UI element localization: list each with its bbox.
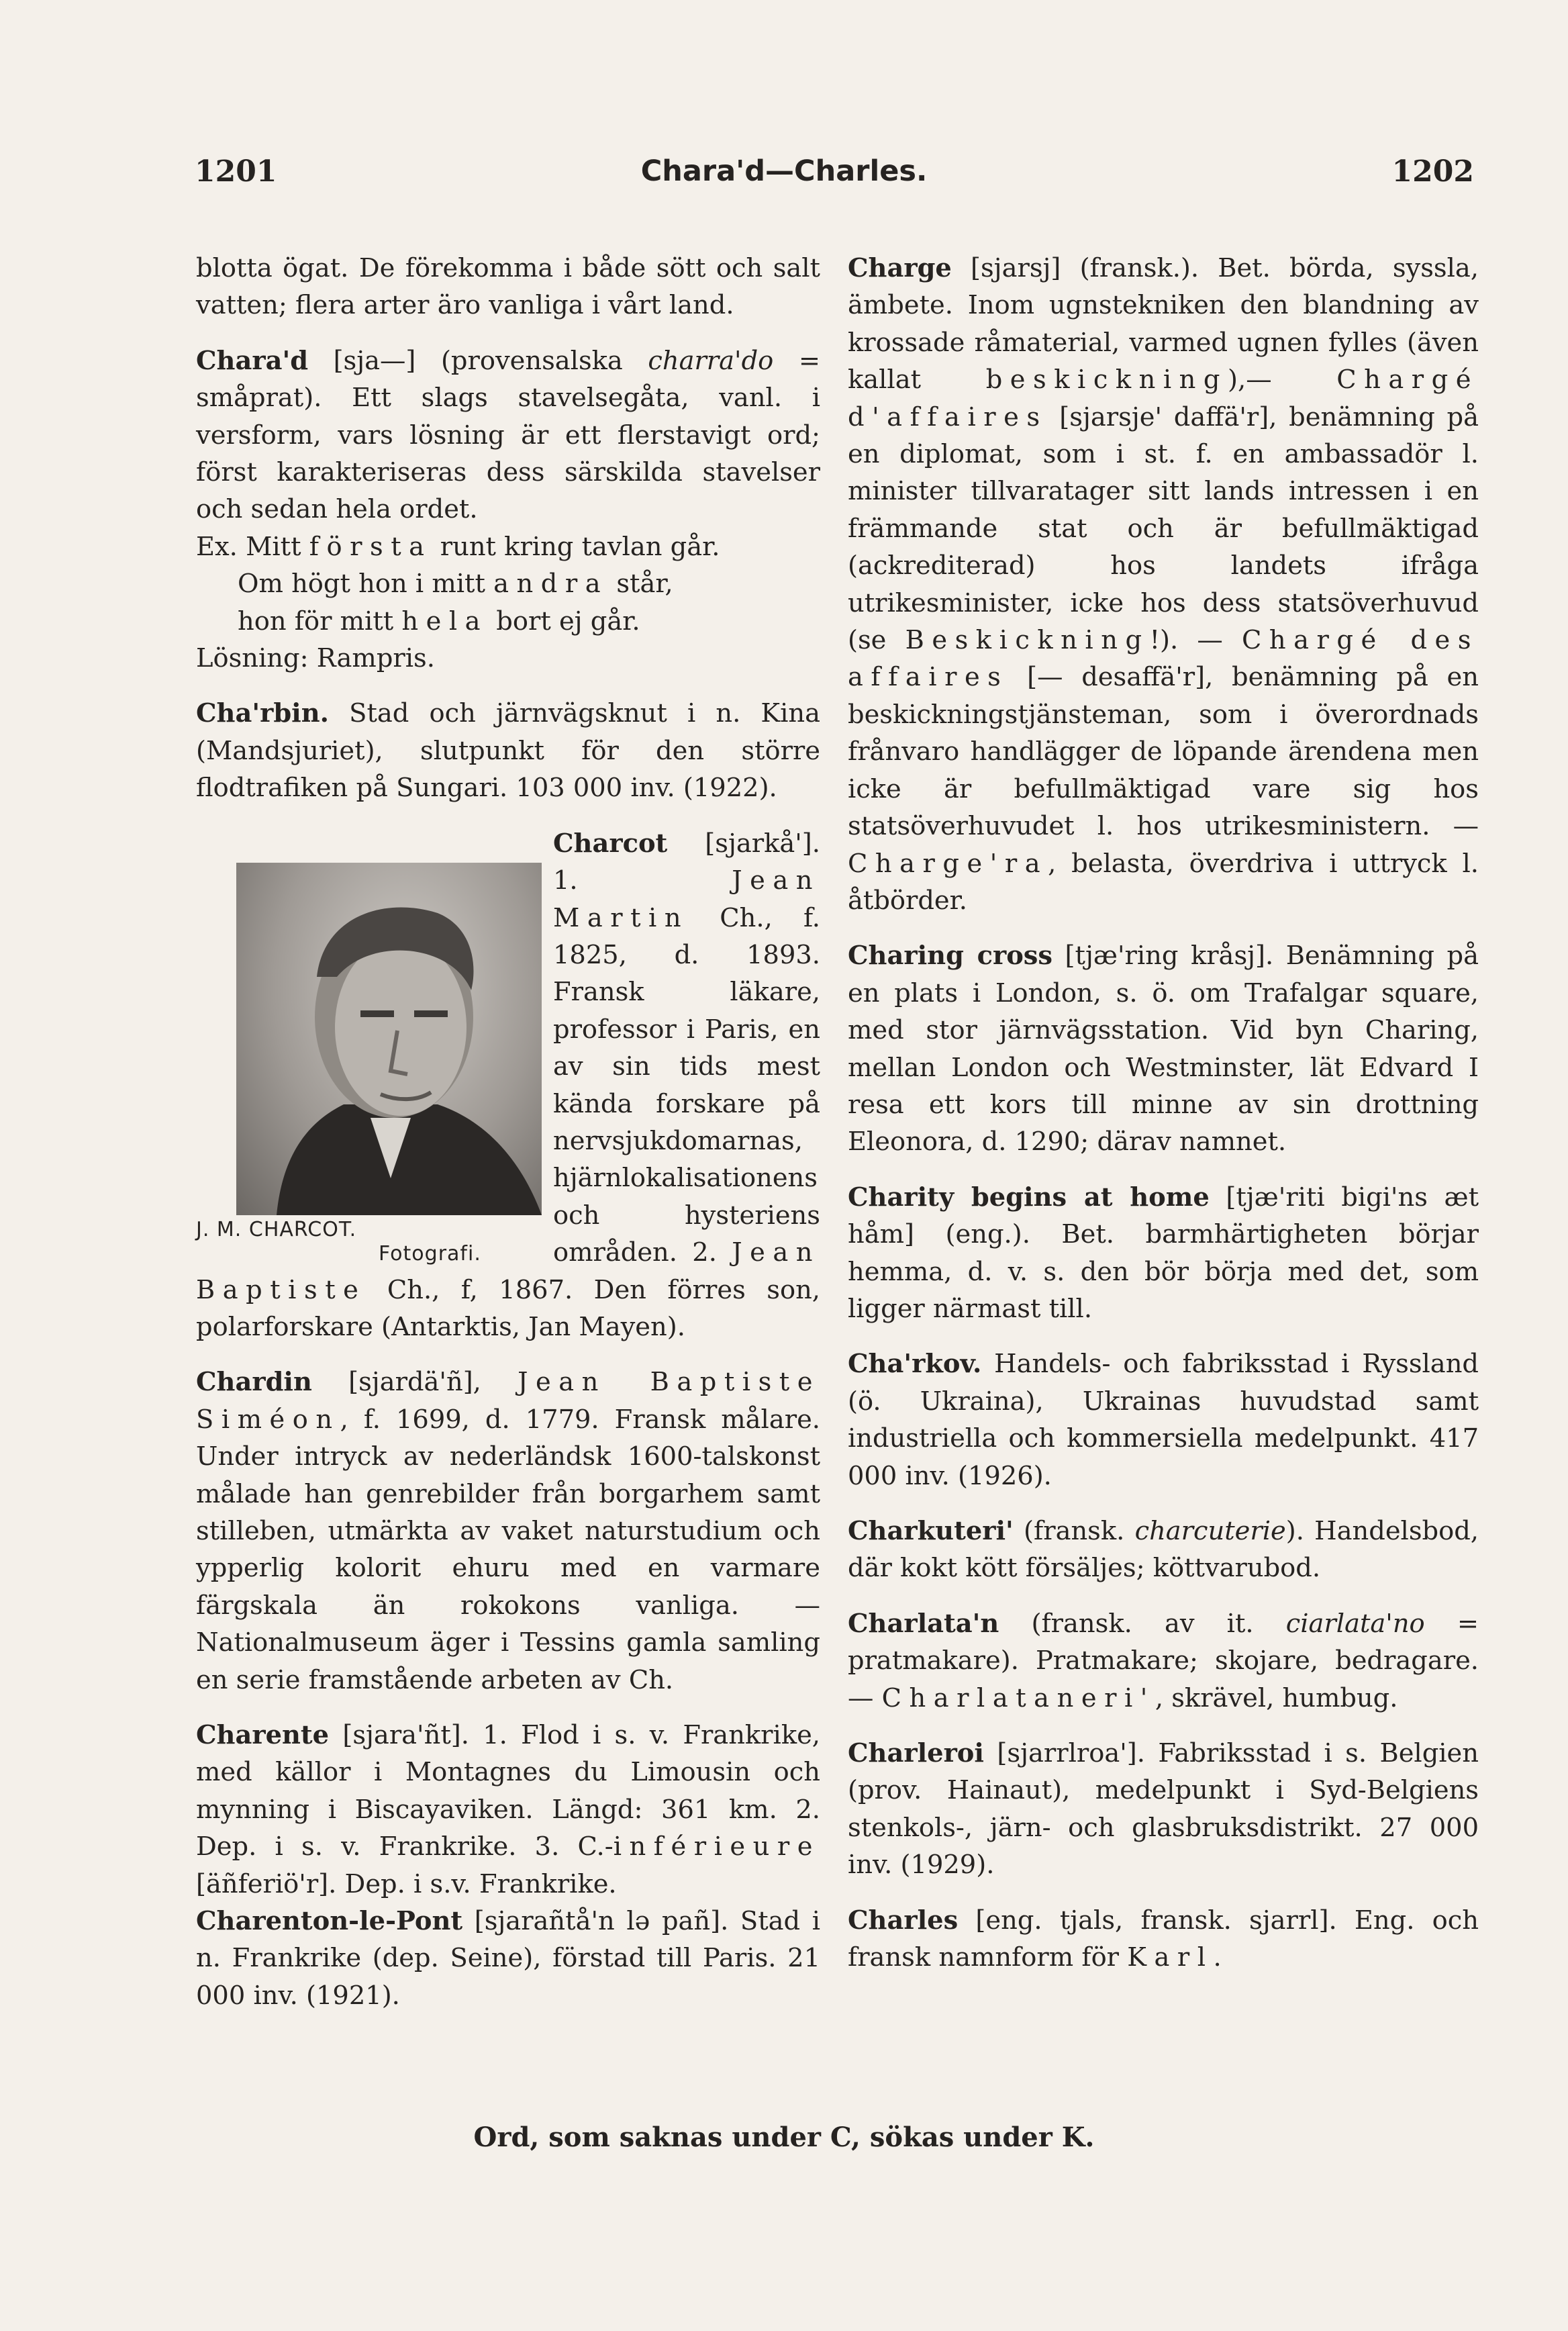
headword: Charity begins at home (848, 1182, 1210, 1212)
entry-charente: Charente [sjara'ñt]. 1. Flod i s. v. Frankrike, med källor i Montagnes du Limousin och mynning i Biscayaviken. Längd: 361 km. 2. Dep. i s. v. Frankrike. 3. C.-inférieure [äñferiö'r]. Dep. i s.v. Frankrike. (196, 1720, 820, 1899)
charad-example: Ex. Mitt första runt kring tavlan går. Om högt hon i mitt andra står, hon för mitt hela bort ej går. Lösning: Rampris. (196, 531, 720, 674)
portrait-image (236, 863, 542, 1215)
headword: Cha'rbin. (196, 698, 330, 729)
charcot-portrait-photo (236, 863, 542, 1215)
continued-text: blotta ögat. De förekomma i både sött och salt vatten; flera arter äro vanliga i vårt land. (196, 253, 820, 321)
headword: Charkuteri' (848, 1516, 1014, 1546)
entry-chardin: Chardin [sjardä'ñ], Jean Baptiste Siméon, f. 1699, d. 1779. Fransk målare. Under intryck av nederländsk 1600-talskonst målade han genrebilder från borgarhem samt stilleben, utmärkta av vaket naturstudium och ypperlig kolorit ehuru med en varmare färgskala än rokokons vanliga. — Nationalmuseum äger i Tessins gamla samling en serie framstående arbeten av Ch. (196, 1367, 820, 1695)
right-column (848, 250, 1479, 1994)
entry-charkov: Cha'rkov. Handels- och fabriksstad i Ryssland (ö. Ukraina), Ukrainas huvudstad samt industriella och kommersiella medelpunkt. 417 000 inv. (1926). (848, 1349, 1479, 1491)
entry-charity: Charity begins at home [tjæ'riti bigi'ns æt håm] (eng.). Bet. barmhärtigheten börjar hemma, d. v. s. den bör börja med det, som ligger närmast till. (848, 1182, 1479, 1324)
headword: Charleroi (848, 1738, 984, 1769)
headword: Charge (848, 253, 952, 283)
headword: Charles (848, 1905, 959, 1936)
headword: Charcot (553, 828, 668, 859)
entry-charcot: J. M. CHARCOT. Fotografi. Charcot [sjarkå']. 1. Jean Martin Ch., f. 1825, d. 1893. Fransk läkare, professor i Paris, en av sin tids mest kända forskare på nervsjukdomarnas, hjärnlokalisationens och hysteriens områden. 2. Jean Baptiste Ch., f, 1867. Den förres son, polarforskare (Antarktis, Jan Mayen). (196, 828, 820, 1342)
running-head: Chara'd—Charles. (640, 154, 928, 188)
entry-charing-cross: Charing cross [tjæ'ring kråsj]. Benämning på en plats i London, s. ö. om Trafalgar square, med stor järnvägsstation. Vid byn Charing, mellan London och Westminster, lät Edvard I resa ett kors till minne av sin drottning Eleonora, d. 1290; därav namnet. (848, 941, 1479, 1157)
left-column (196, 250, 820, 2032)
headword: Charenton-le-Pont (196, 1906, 463, 1937)
entry-charenton: Charenton-le-Pont [sjarañtå'n lə pañ]. Stad i n. Frankrike (dep. Seine), förstad till Paris. 21 000 inv. (1921). (196, 1906, 820, 2011)
entry-charleroi: Charleroi [sjarrlroa']. Fabriksstad i s. Belgien (prov. Hainaut), medelpunkt i Syd-Belgiens stenkols-, järn- och glasbruksdistrikt. 27 000 inv. (1929). (848, 1738, 1479, 1881)
headword: Charing cross (848, 941, 1053, 971)
headword: Charente (196, 1720, 330, 1751)
entry-charlatan: Charlata'n (fransk. av it. ciarlata'no = pratmakare). Pratmakare; skojare, bedragare. — Charlataneri', skrävel, humbug. (848, 1608, 1479, 1713)
entry-charad: Chara'd [sja—] (provensalska charra'do = småprat). Ett slags stavelsegåta, vanl. i versform, vars lösning är ett flerstavigt ord; först karakteriseras dess särskilda stavelser och sedan hela ordet. (196, 345, 820, 525)
charcot-portrait-figure (196, 863, 538, 1266)
entry-charles: Charles [eng. tjals, fransk. sjarrl]. Eng. och fransk namnform för Karl. (848, 1905, 1479, 1973)
page-footer-note: Ord, som saknas under C, sökas under K. (473, 2122, 1095, 2153)
entry-charge: Charge [sjarsj] (fransk.). Bet. börda, syssla, ämbete. Inom ugnstekniken den blandning av krossade råmaterial, varmed ugnen fylles (även kallat beskickning),— Chargé d'affaires [sjarsje' daffä'r], benämning på en diplomat, som i st. f. en ambassadör l. minister tillvaratager sitt lands intressen i en främmande stat och är befullmäktigad (ackrediterad) hos landets ifråga utrikesminister, icke hos dess statsöverhuvud (se Beskickning!). — Chargé des affaires [— desaffä'r], benämning på en beskickningstjänsteman, som i överordnads frånvaro handlägger de löpande ärendena men icke är befullmäktigad vare sig hos statsöverhuvudet l. hos utrikesministern. — Charge'ra, belasta, överdriva i uttryck l. åtbörder. (848, 253, 1479, 916)
figure-caption: J. M. CHARCOT. (196, 1217, 357, 1241)
page-number-left: 1201 (195, 154, 277, 189)
headword: Chara'd (196, 345, 309, 376)
figure-source: Fotografi. (379, 1241, 481, 1266)
headword: Cha'rkov. (848, 1349, 982, 1380)
entry-charbin: Cha'rbin. Stad och järnvägsknut i n. Kina (Mandsjuriet), slutpunkt för den större flodtrafiken på Sungari. 103 000 inv. (1922). (196, 698, 820, 804)
page-number-right: 1202 (1391, 154, 1474, 189)
headword: Charlata'n (848, 1608, 999, 1639)
entry-charkuteri: Charkuteri' (fransk. charcuterie). Handelsbod, där kokt kött försäljes; köttvarubod. (848, 1516, 1479, 1584)
headword: Chardin (196, 1367, 312, 1398)
